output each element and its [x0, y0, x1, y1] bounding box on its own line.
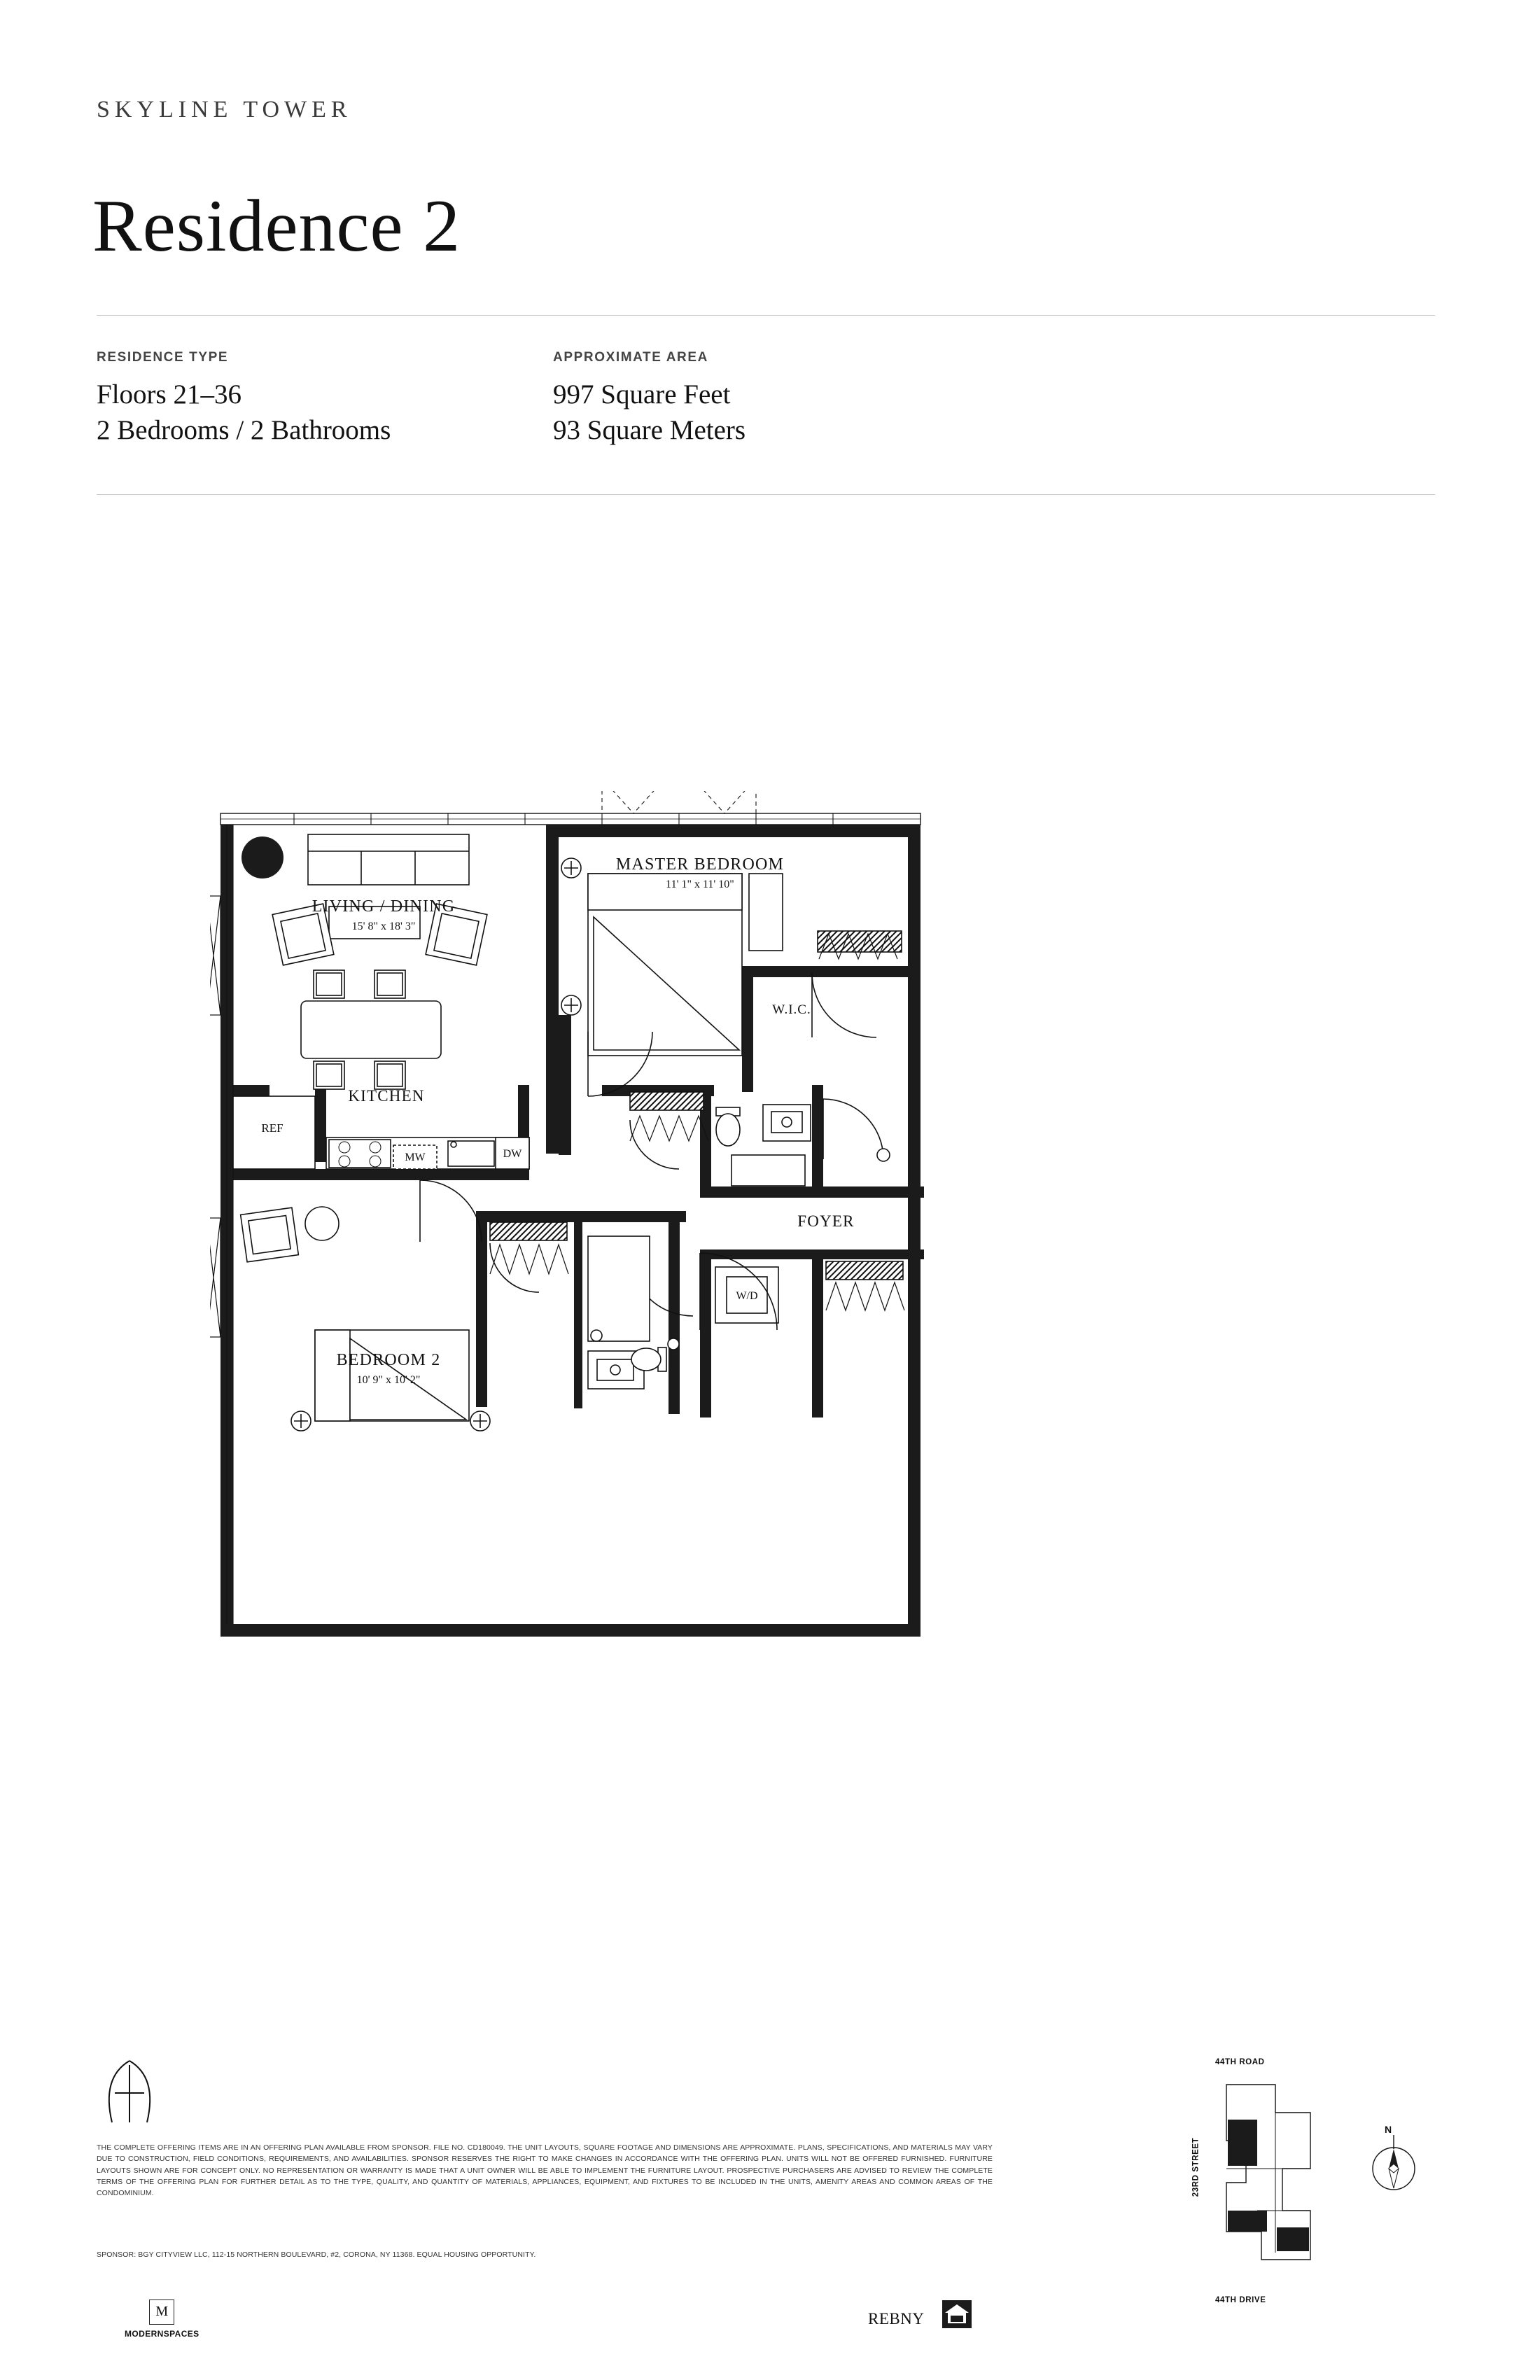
agency-mark: M	[149, 2300, 174, 2325]
room-dim-living-dining: 15' 8" x 18' 3"	[351, 920, 416, 932]
residence-type-block	[97, 350, 391, 449]
room-label-living-dining: LIVING / DINING	[312, 897, 456, 916]
sponsor-line: SPONSOR: BGY CITYVIEW LLC, 112-15 NORTHERN BOULEVARD, #2, CORONA, NY 11368. EQUAL HOUSING OPPORTUNITY.	[97, 2250, 536, 2259]
residence-type-label: RESIDENCE TYPE	[97, 350, 229, 365]
keymap-street-top: 44TH ROAD	[1215, 2058, 1265, 2066]
legal-disclaimer: THE COMPLETE OFFERING ITEMS ARE IN AN OFFERING PLAN AVAILABLE FROM SPONSOR. FILE NO. CD180049. THE UNIT LAYOUTS, SQUARE FOOTAGE AND DIMENSIONS ARE APPROXIMATE. PLANS, SPECIFICATIONS, AND MATERIALS MAY VARY DUE TO CONSTRUCTION, FIELD CONDITIONS, REQUIREMENTS, AND AVAILABILITIES. SPONSOR RESERVES THE RIGHT TO MAKE CHANGES IN ACCORDANCE WITH THE OFFERING PLAN. UNITS WILL NOT BE OFFERED FURNISHED. FURNITURE LAYOUTS SHOWN ARE FOR CONCEPT ONLY. NO REPRESENTATION OR WARRANTY IS MADE THAT A UNIT OWNER WILL BE ABLE TO IMPLEMENT THE FURNITURE LAYOUT. PROSPECTIVE PURCHASERS ARE ADVISED TO REVIEW THE COMPLETE TERMS OF THE OFFERING PLAN FOR FURTHER DETAIL AS TO THE TYPE, QUALITY, AND QUANTITY OF MATERIALS, APPLIANCES, EQUIPMENT, AND FIXTURES TO BE INCLUDED IN THE UNITS, AMENITY AREAS AND COMMON AREAS OF THE CONDOMINIUM.	[97, 2143, 993, 2198]
keymap-street-left: 23RD STREET	[1191, 2137, 1200, 2197]
rebny-logo: REBNY	[868, 2310, 925, 2328]
appliance-label-dw: DW	[503, 1148, 522, 1160]
room-dim-master-bedroom: 11' 1" x 11' 10"	[666, 878, 734, 890]
room-label-kitchen: KITCHEN	[348, 1087, 425, 1105]
floor-plan-drawing	[210, 791, 1302, 1827]
appliance-label-mw: MW	[405, 1152, 426, 1163]
approximate-area-label: APPROXIMATE AREA	[553, 350, 708, 365]
approximate-area-block	[553, 350, 746, 449]
room-label-wic: W.I.C.	[772, 1002, 811, 1017]
agency-name: MODERNSPACES	[125, 2329, 200, 2339]
room-label-master-bedroom: MASTER BEDROOM	[615, 855, 785, 874]
divider-top	[97, 315, 1435, 316]
area-square-feet: 997 Square Feet	[553, 379, 731, 410]
residence-type-floors: Floors 21–36	[97, 379, 241, 410]
room-label-bedroom-2: BEDROOM 2	[336, 1351, 441, 1369]
area-square-meters: 93 Square Meters	[553, 415, 746, 446]
appliance-label-wd: W/D	[736, 1290, 758, 1302]
divider-bottom	[97, 494, 1435, 495]
tower-logo-icon	[98, 2058, 161, 2125]
page-title: Residence 2	[92, 185, 461, 267]
brand-title: SKYLINE TOWER	[97, 97, 352, 122]
room-label-foyer: FOYER	[797, 1212, 855, 1230]
keymap-street-bottom: 44TH DRIVE	[1215, 2296, 1266, 2304]
compass-north-label: N	[1385, 2124, 1392, 2135]
residence-type-rooms: 2 Bedrooms / 2 Bathrooms	[97, 415, 391, 446]
key-map	[1176, 2058, 1470, 2324]
compass-icon	[1364, 2125, 1424, 2202]
modern-spaces-logo	[125, 2300, 200, 2339]
equal-housing-icon	[941, 2300, 972, 2329]
keymap-building-shape	[1212, 2078, 1338, 2284]
room-dim-bedroom-2: 10' 9" x 10' 2"	[356, 1374, 421, 1386]
appliance-label-ref: REF	[261, 1121, 284, 1135]
